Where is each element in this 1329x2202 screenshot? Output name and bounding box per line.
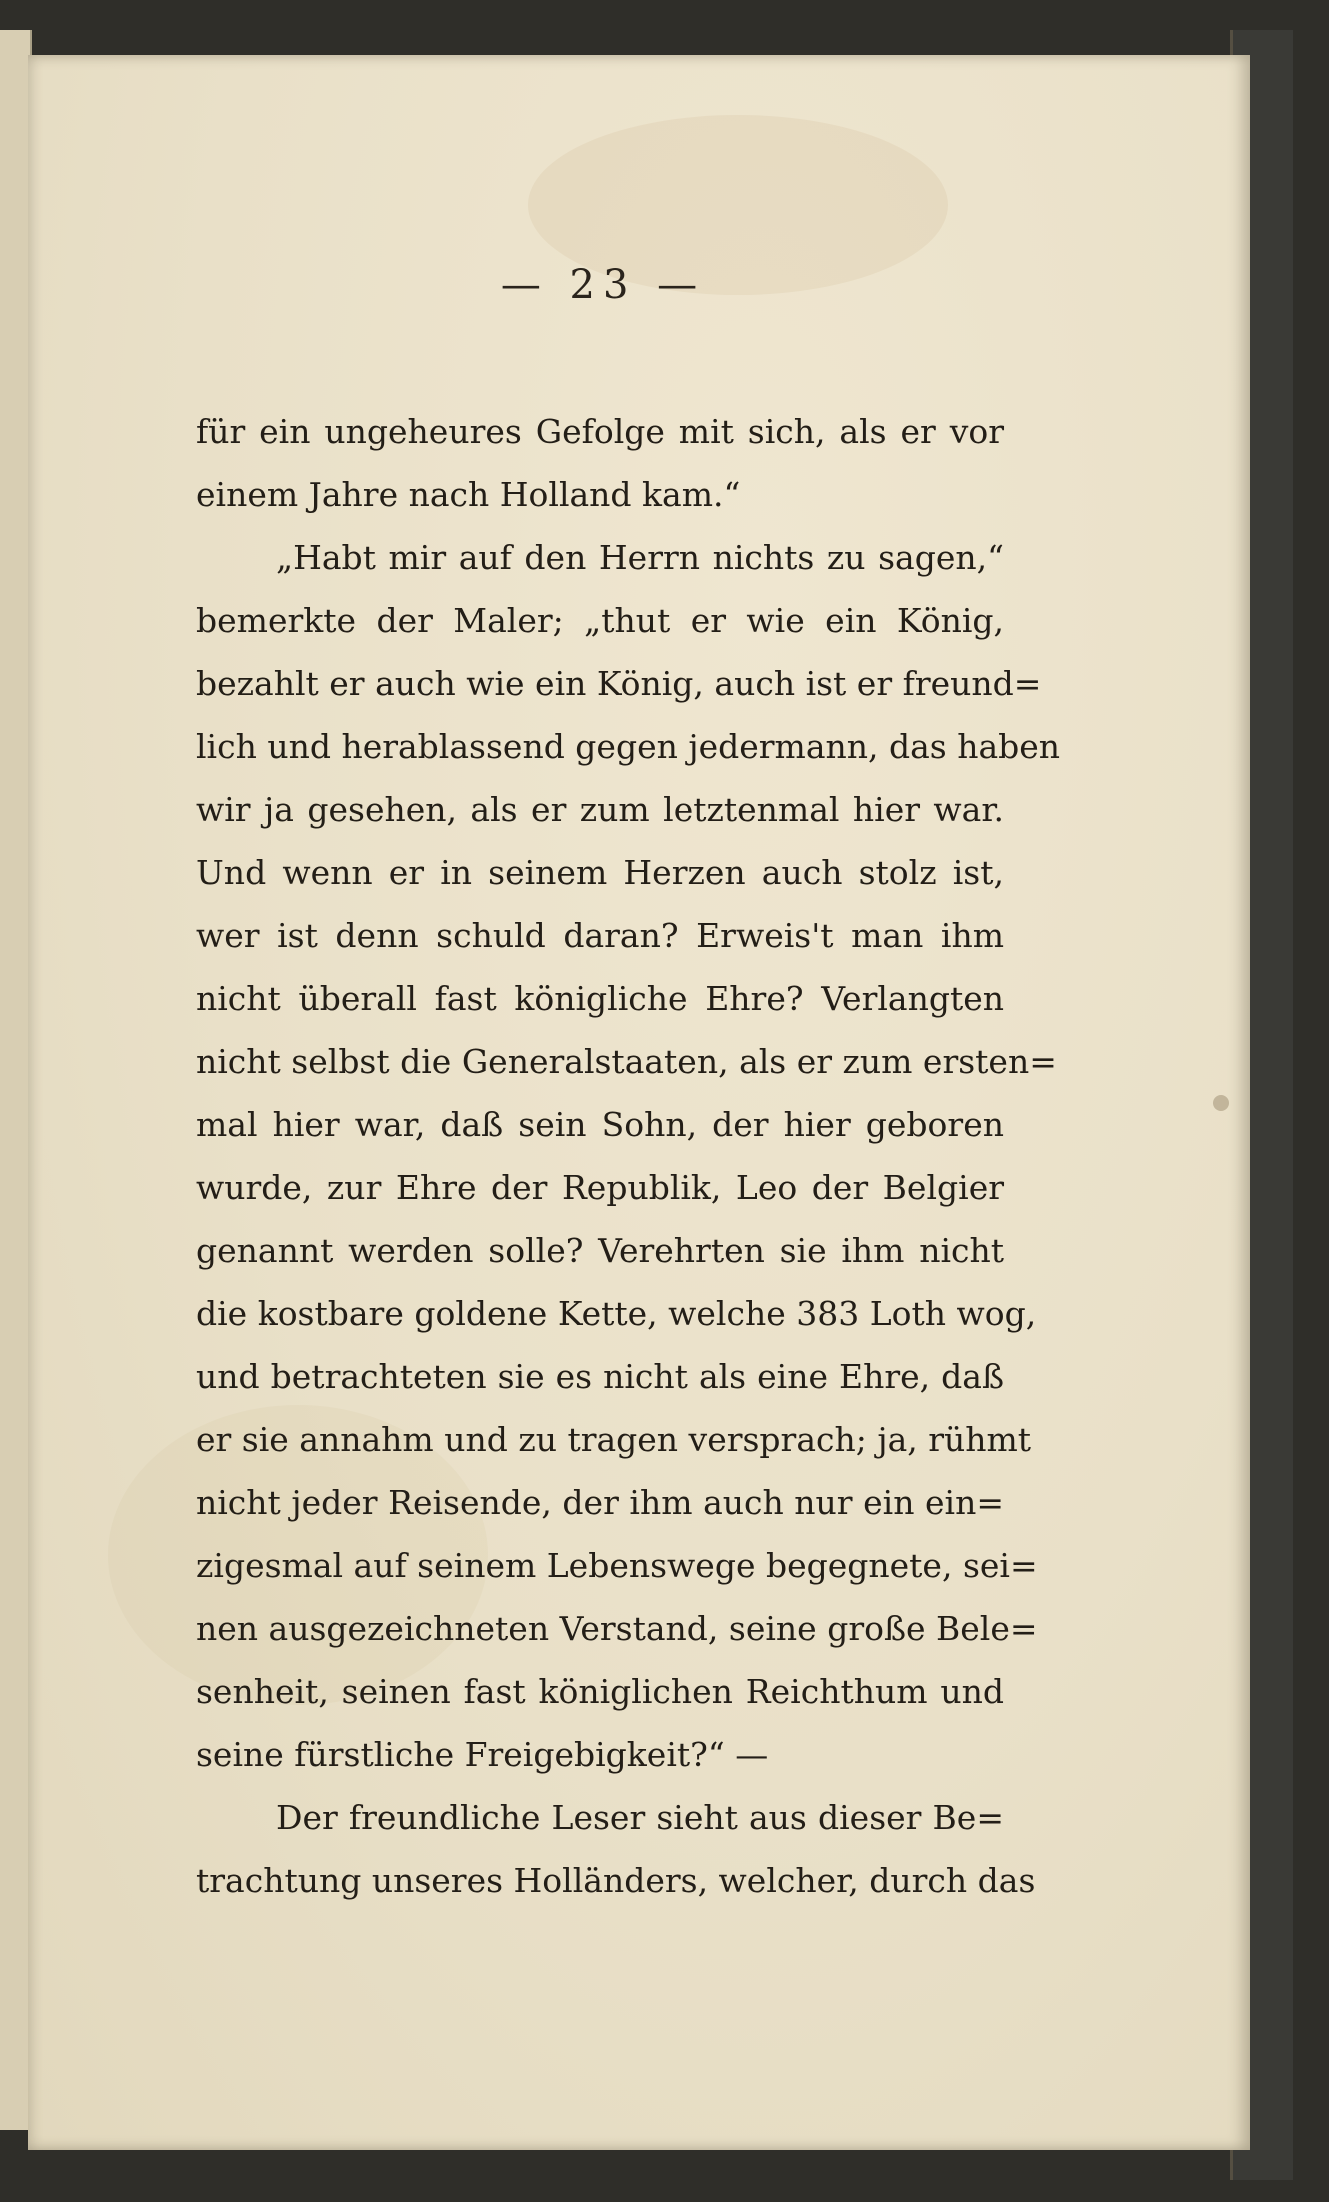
text-line: nicht überall fast königliche Ehre? Verlangten <box>196 979 1004 1018</box>
text-line: einem Jahre nach Holland kam.“ <box>196 475 741 514</box>
text-line: trachtung unseres Holländers, welcher, durch das <box>196 1861 1036 1900</box>
text-line: nen ausgezeichneten Verstand, seine große Bele= <box>196 1609 1038 1648</box>
text-line: die kostbare goldene Kette, welche 383 Loth wog, <box>196 1294 1037 1333</box>
text-line: seine fürstliche Freigebigkeit?“ — <box>196 1735 769 1774</box>
text-line: Und wenn er in seinem Herzen auch stolz ist, <box>196 853 1004 892</box>
text-line: nicht jeder Reisende, der ihm auch nur ein ein= <box>196 1483 1004 1522</box>
text-line: lich und herablassend gegen jedermann, das haben <box>196 727 1061 766</box>
paper-blemish <box>1213 1095 1229 1111</box>
text-line: er sie annahm und zu tragen versprach; ja, rühmt <box>196 1420 1032 1459</box>
text-line: und betrachteten sie es nicht als eine Ehre, daß <box>196 1357 1004 1396</box>
text-line: „Habt mir auf den Herrn nichts zu sagen,“ <box>276 538 1004 577</box>
text-line: wer ist denn schuld daran? Erweis't man ihm <box>196 916 1004 955</box>
text-line: zigesmal auf seinem Lebenswege begegnete, sei= <box>196 1546 1038 1585</box>
text-line: senheit, seinen fast königlichen Reichthum und <box>196 1672 1004 1711</box>
text-line: Der freundliche Leser sieht aus dieser Be= <box>276 1798 1004 1837</box>
page-number: — 23 — <box>500 262 706 308</box>
text-line: genannt werden solle? Verehrten sie ihm nicht <box>196 1231 1004 1270</box>
body-text <box>196 400 1061 1912</box>
text-line: für ein ungeheures Gefolge mit sich, als er vor <box>196 412 1004 451</box>
text-line: wurde, zur Ehre der Republik, Leo der Belgier <box>196 1168 1004 1207</box>
text-line: bezahlt er auch wie ein König, auch ist er freund= <box>196 664 1042 703</box>
text-line: bemerkte der Maler; „thut er wie ein König, <box>196 601 1004 640</box>
text-line: wir ja gesehen, als er zum letztenmal hier war. <box>196 790 1004 829</box>
book-page <box>28 55 1250 2150</box>
text-line: mal hier war, daß sein Sohn, der hier geboren <box>196 1105 1004 1144</box>
text-line: nicht selbst die Generalstaaten, als er zum ersten= <box>196 1042 1057 1081</box>
